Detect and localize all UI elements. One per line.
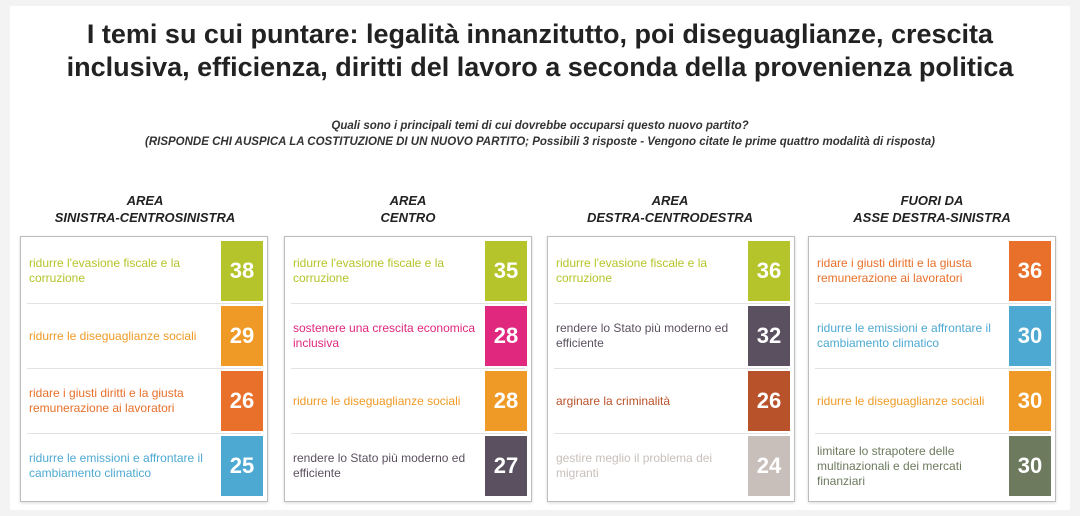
topic-row [285, 304, 531, 368]
topic-label [556, 369, 746, 433]
topic-label [817, 239, 1007, 303]
question-text: Quali sono i principali temi di cui dovrebbe occuparsi questo nuovo partito? [331, 120, 749, 132]
topic-value: 30 [1009, 306, 1051, 366]
topic-row [285, 239, 531, 303]
topic-label-text: ridurre l'evasione fiscale e la corruzione [29, 256, 181, 285]
topic-row [809, 239, 1055, 303]
topic-label [556, 434, 746, 498]
topic-value: 36 [748, 241, 790, 301]
group-header [807, 192, 1057, 226]
title-line-2: inclusiva, efficienza, diritti del lavoro a seconda della provenienza politica [66, 52, 1014, 82]
topic-row [21, 369, 267, 433]
group-header-line-2: CENTRO [380, 210, 436, 225]
topic-value: 26 [221, 371, 263, 431]
topic-label-text: ridurre le diseguaglianze sociali [817, 393, 985, 408]
group-header [545, 192, 795, 226]
topic-label-text: ridare i giusti diritti e la giusta remunerazione ai lavoratori [817, 256, 972, 285]
topic-label-text: rendere lo Stato più moderno ed efficiente [293, 451, 466, 480]
topic-row [548, 369, 794, 433]
group-header [283, 192, 533, 226]
response-note: (RISPONDE CHI AUSPICA LA COSTITUZIONE DI UN NUOVO PARTITO; Possibili 3 risposte - Vengono citate le prime quattro modalità di risposta) [145, 136, 935, 148]
topic-label-text: limitare lo strapotere delle multinazionali e dei mercati finanziari [817, 443, 962, 488]
topic-label-text: arginare la criminalità [556, 393, 671, 408]
topic-value: 25 [221, 436, 263, 496]
topic-label-text: rendere lo Stato più moderno ed efficiente [556, 321, 729, 350]
topic-value: 29 [221, 306, 263, 366]
topic-label-text: ridare i giusti diritti e la giusta remunerazione ai lavoratori [29, 386, 184, 415]
group-card [20, 236, 268, 502]
topic-label [556, 304, 746, 368]
group-header-line-1: AREA [651, 193, 689, 208]
topic-label [293, 434, 483, 498]
group-card [808, 236, 1056, 502]
topic-row [548, 434, 794, 498]
topic-value: 24 [748, 436, 790, 496]
topic-label-text: sostenere una crescita economica inclusiva [293, 321, 476, 350]
topic-label-text: ridurre le emissioni e affrontare il cambiamento climatico [817, 321, 991, 350]
topic-label-text: ridurre le diseguaglianze sociali [29, 328, 197, 343]
topic-label [29, 434, 219, 498]
topic-row [21, 304, 267, 368]
topic-row [548, 239, 794, 303]
topic-row [285, 369, 531, 433]
group-header [20, 192, 270, 226]
topic-value: 26 [748, 371, 790, 431]
topic-value: 35 [485, 241, 527, 301]
topic-value: 28 [485, 306, 527, 366]
topic-label [293, 304, 483, 368]
group-header-line-2: SINISTRA-CENTROSINISTRA [54, 210, 236, 225]
topic-value: 28 [485, 371, 527, 431]
topic-label [293, 239, 483, 303]
topic-label [29, 239, 219, 303]
topic-label-text: ridurre le diseguaglianze sociali [293, 393, 461, 408]
topic-label [29, 369, 219, 433]
group-header-line-1: AREA [126, 193, 164, 208]
topic-value: 30 [1009, 371, 1051, 431]
topic-row [809, 434, 1055, 498]
topic-label-text: ridurre l'evasione fiscale e la corruzione [293, 256, 445, 285]
infographic [10, 6, 1070, 510]
topic-value: 27 [485, 436, 527, 496]
topic-label [29, 304, 219, 368]
group-card [284, 236, 532, 502]
group-card [547, 236, 795, 502]
group-header-line-1: AREA [389, 193, 427, 208]
topic-row [21, 434, 267, 498]
group-header-line-2: DESTRA-CENTRODESTRA [586, 210, 754, 225]
topic-label [817, 434, 1007, 498]
topic-value: 38 [221, 241, 263, 301]
group-header-line-1: FUORI DA [900, 193, 964, 208]
topic-value: 32 [748, 306, 790, 366]
topic-row [809, 304, 1055, 368]
topic-label [293, 369, 483, 433]
topic-label [817, 304, 1007, 368]
topic-row [285, 434, 531, 498]
topic-row [21, 239, 267, 303]
topic-value: 30 [1009, 436, 1051, 496]
topic-row [548, 304, 794, 368]
topic-label-text: gestire meglio il problema dei migranti [556, 451, 713, 480]
topic-label [556, 239, 746, 303]
topic-row [809, 369, 1055, 433]
group-header-line-2: ASSE DESTRA-SINISTRA [853, 210, 1011, 225]
title-line-1: I temi su cui puntare: legalità innanzitutto, poi diseguaglianze, crescita [86, 19, 994, 49]
topic-label-text: ridurre l'evasione fiscale e la corruzione [556, 256, 708, 285]
chart-title [10, 18, 1070, 84]
topic-value: 36 [1009, 241, 1051, 301]
topic-label-text: ridurre le emissioni e affrontare il cambiamento climatico [29, 451, 203, 480]
topic-label [817, 369, 1007, 433]
